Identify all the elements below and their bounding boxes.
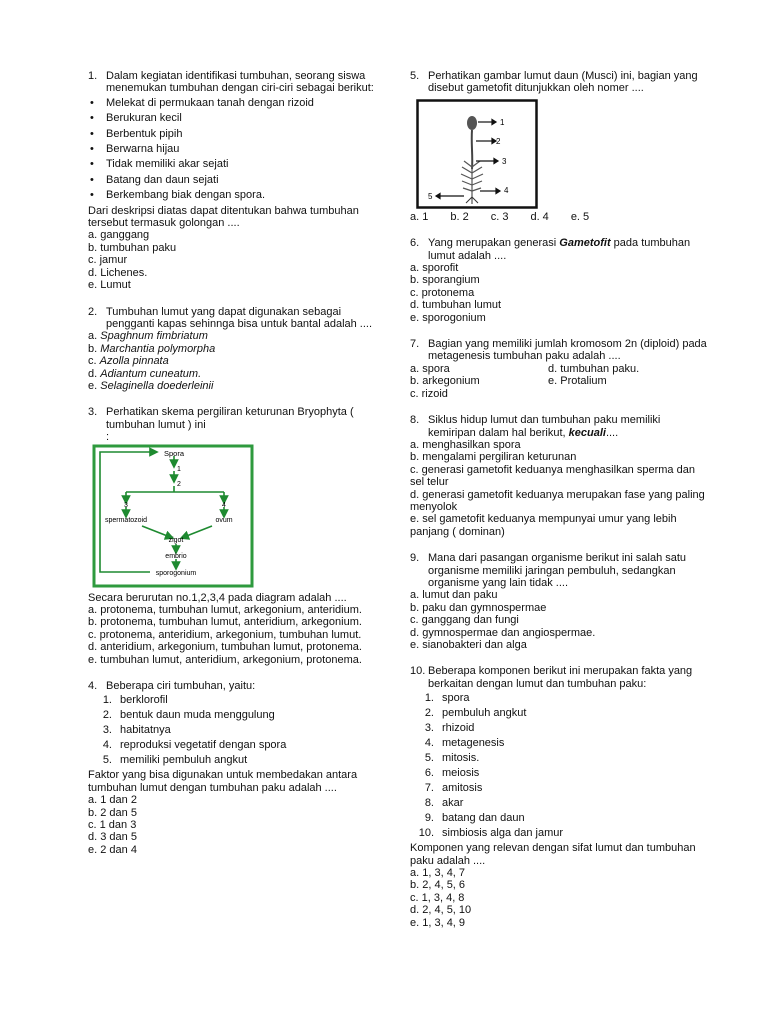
answer-option-e: e. sel gametofit keduanya mempunyai umur yang lebih panjang ( dominan) <box>410 513 677 538</box>
answer-option-d: d. tumbuhan paku. <box>548 362 640 375</box>
label-2: 2 <box>177 480 181 488</box>
answer-option-b: b. tumbuhan paku <box>88 241 177 254</box>
answer-option-a: a. 1, 3, 4, 7 <box>410 867 466 880</box>
answer-option-b: b. 2 dan 5 <box>88 806 137 819</box>
component-list <box>410 692 710 839</box>
question-number: 2. <box>88 305 98 318</box>
right-column <box>410 70 710 941</box>
answer-option-c: c. protonema, anteridium, arkegonium, tumbuhan lumut. <box>88 628 362 641</box>
answer-option-e: e. Protalium <box>548 375 607 388</box>
list-item: 9. batang dan daun <box>424 812 525 825</box>
answer-option-b: b. protonema, tumbuhan lumut, anteridium, arkegonium. <box>88 616 362 629</box>
list-item: • Batang dan daun sejati <box>88 174 380 186</box>
answer-option-c: c. 1, 3, 4, 8 <box>410 891 465 904</box>
list-item: 2. pembuluh angkut <box>424 707 527 720</box>
answer-option-e: e. sianobakteri dan alga <box>410 639 527 651</box>
answer-option-b: b. Marchantia polymorpha <box>88 342 216 355</box>
question-stem: Perhatikan gambar lumut daun (Musci) ini, bagian yang disebut gametofit ditunjukkan oleh nomer .... <box>428 70 698 95</box>
answer-option-b: b. arkegonium <box>410 375 480 388</box>
characteristics-list <box>88 97 380 202</box>
list-item: 10. simbiosis alga dan jamur <box>418 827 564 840</box>
list-item: 4. metagenesis <box>424 737 505 750</box>
answer-option-a: a. menghasilkan spora <box>410 438 521 451</box>
question-2 <box>88 306 380 393</box>
seta-icon <box>472 130 473 169</box>
list-item: • Melekat di permukaan tanah dengan rizoid <box>88 97 380 109</box>
answer-option-c: c. Azolla pinnata <box>88 355 169 368</box>
answer-option-c: c. ganggang dan fungi <box>410 614 519 627</box>
list-item: 3. habitatnya <box>102 724 171 737</box>
answer-option-c: c. rizoid <box>410 387 448 400</box>
diagram-frame <box>94 446 252 586</box>
list-item: 1. berklorofil <box>102 694 168 707</box>
label-3: 3 <box>124 501 128 509</box>
question-number: 8. <box>410 414 420 427</box>
answer-option-e: e. sporogonium <box>410 311 486 324</box>
label-spermatozoid: spermatozoid <box>104 516 148 524</box>
question-number: 1. <box>88 70 98 82</box>
answer-option-d: d. 2, 4, 5, 10 <box>410 904 472 917</box>
life-cycle-diagram <box>92 444 256 590</box>
answer-option-c: c. generasi gametofit keduanya menghasilkan sperma dan sel telur <box>410 463 695 489</box>
answer-option-d: d. gymnospermae dan angiospermae. <box>410 626 596 639</box>
question-stem: Beberapa ciri tumbuhan, yaitu: <box>106 680 256 692</box>
figure-label-3: 3 <box>502 156 507 166</box>
answer-option-e: e. Selaginella doederleinii <box>88 379 214 392</box>
answer-option-a: a. lumut dan paku <box>410 589 498 602</box>
figure-label-2: 2 <box>496 136 501 146</box>
list-item: 6. meiosis <box>424 767 480 780</box>
question-number: 10. <box>410 665 426 678</box>
answer-option-a: a. 1 dan 2 <box>88 794 137 807</box>
answer-option-a: a. 1 <box>410 210 429 223</box>
label-ovum: ovum <box>215 516 233 524</box>
question-number: 5. <box>410 70 420 82</box>
colon: : <box>106 431 110 444</box>
answer-option-a: a. spora <box>410 362 450 375</box>
answer-option-c: c. protonema <box>410 286 475 299</box>
moss-figure <box>416 99 538 209</box>
figure-label-5: 5 <box>428 191 433 201</box>
question-3 <box>88 406 380 666</box>
answer-option-d: d. anteridium, arkegonium, tumbuhan lumut, protonema. <box>88 641 362 654</box>
list-item: 3. rhizoid <box>424 722 475 735</box>
answer-option-a: a. sporofit <box>410 262 459 275</box>
list-item: • Berwarna hijau <box>88 143 380 155</box>
figure-frame <box>418 100 537 207</box>
label-embrio: embrio <box>165 552 187 560</box>
list-item: 7. amitosis <box>424 782 483 795</box>
figure-label-1: 1 <box>500 117 505 127</box>
answer-option-e: e. Lumut <box>88 279 131 292</box>
question-number: 9. <box>410 552 420 565</box>
question-9 <box>410 552 710 651</box>
list-item: • Berukuran kecil <box>88 112 380 124</box>
answer-option-b: b. paku dan gymnospermae <box>410 601 547 614</box>
list-item: • Berkembang biak dengan spora. <box>88 189 380 201</box>
question-4 <box>88 680 380 856</box>
question-stem: Dalam kegiatan identifikasi tumbuhan, seorang siswa menemukan tumbuhan dengan ciri-ciri sebagai berikut: <box>106 70 374 95</box>
question-number: 6. <box>410 237 420 250</box>
answer-option-a: a. protonema, tumbuhan lumut, arkegonium, anteridium. <box>88 603 362 616</box>
label-4: 4 <box>222 501 226 509</box>
answer-option-d: d. 4 <box>530 210 549 223</box>
answer-option-e: e. 2 dan 4 <box>88 843 137 856</box>
label-sporogonium: sporogonium <box>155 569 197 577</box>
list-item: 5. memiliki pembuluh angkut <box>102 754 248 767</box>
list-item: 5. mitosis. <box>424 752 480 765</box>
answer-option-b: b. sporangium <box>410 274 480 287</box>
label-1: 1 <box>177 465 181 473</box>
question-text: Secara berurutan no.1,2,3,4 pada diagram adalah .... <box>88 591 347 604</box>
question-stem: Siklus hidup lumut dan tumbuhan paku memiliki kemiripan dalam hal berikut, kecuali.... <box>428 414 661 439</box>
list-item: 2. bentuk daun muda menggulung <box>102 709 275 722</box>
question-text: Faktor yang bisa digunakan untuk membedakan antara tumbuhan lumut dengan tumbuhan paku adalah .... <box>88 769 358 794</box>
question-10 <box>410 665 710 929</box>
left-column <box>88 70 380 868</box>
answer-option-e: e. 1, 3, 4, 9 <box>410 916 466 929</box>
question-stem: Perhatikan skema pergiliran keturunan Bryophyta ( tumbuhan lumut ) ini <box>106 406 354 431</box>
figure-label-4: 4 <box>504 185 509 195</box>
question-5 <box>410 70 710 223</box>
answer-option-d: d. tumbuhan lumut <box>410 299 502 312</box>
question-stem: Yang merupakan generasi Gametofit pada tumbuhan lumut adalah .... <box>428 237 691 262</box>
answer-option-a: a. ganggang <box>88 229 150 242</box>
answer-option-c: c. jamur <box>88 254 128 267</box>
answer-option-a: a. Spaghnum fimbriatum <box>88 330 208 343</box>
answer-option-b: b. mengalami pergiliran keturunan <box>410 451 577 464</box>
question-7 <box>410 338 710 400</box>
question-stem: Beberapa komponen berikut ini merupakan fakta yang berkaitan dengan lumut dan tumbuhan paku: <box>428 665 693 690</box>
list-item: 1. spora <box>424 692 470 705</box>
answer-option-c: c. 3 <box>490 210 509 223</box>
label-zigot: zigot <box>168 536 184 544</box>
question-number: 4. <box>88 680 98 692</box>
question-stem: Mana dari pasangan organisme berikut ini salah satu organisme memiliki jaringan pembuluh, sedangkan organisme yang lain tidak .... <box>428 552 687 589</box>
question-text: Dari deskripsi diatas dapat ditentukan bahwa tumbuhan tersebut termasuk golongan .... <box>88 204 359 230</box>
answer-option-d: d. Adiantum cuneatum. <box>88 367 202 380</box>
answer-option-e: e. tumbuhan lumut, anteridium, arkegonium, protonema. <box>88 653 362 666</box>
answer-option-d: d. Lichenes. <box>88 266 148 279</box>
trait-list <box>88 694 380 766</box>
capsule-icon <box>467 116 477 130</box>
question-1 <box>88 70 380 292</box>
question-text: Komponen yang relevan dengan sifat lumut dan tumbuhan paku adalah .... <box>410 842 696 867</box>
question-number: 3. <box>88 406 98 419</box>
list-item: 4. reproduksi vegetatif dengan spora <box>102 739 287 752</box>
label-spora: Spora <box>163 448 185 458</box>
question-stem: Bagian yang memiliki jumlah kromosom 2n (diploid) pada metagenesis tumbuhan paku adalah .... <box>428 338 707 363</box>
answer-option-b: b. 2, 4, 5, 6 <box>410 879 466 892</box>
answer-option-d: d. 3 dan 5 <box>88 831 137 844</box>
question-stem: Tumbuhan lumut yang dapat digunakan sebagai pengganti kapas sehinnga bisa untuk bantal adalah .... <box>106 305 373 330</box>
list-item: • Berbentuk pipih <box>88 128 380 140</box>
answer-option-d: d. generasi gametofit keduanya merupakan fase yang paling menyolok <box>410 488 705 513</box>
question-8 <box>410 414 710 538</box>
answer-option-b: b. 2 <box>450 210 469 223</box>
answer-option-c: c. 1 dan 3 <box>88 819 137 832</box>
answer-option-e: e. 5 <box>570 210 590 223</box>
question-6 <box>410 237 710 324</box>
answer-options <box>410 211 710 223</box>
list-item: 8. akar <box>424 797 464 810</box>
question-number: 7. <box>410 338 420 351</box>
list-item: • Tidak memiliki akar sejati <box>88 158 380 170</box>
